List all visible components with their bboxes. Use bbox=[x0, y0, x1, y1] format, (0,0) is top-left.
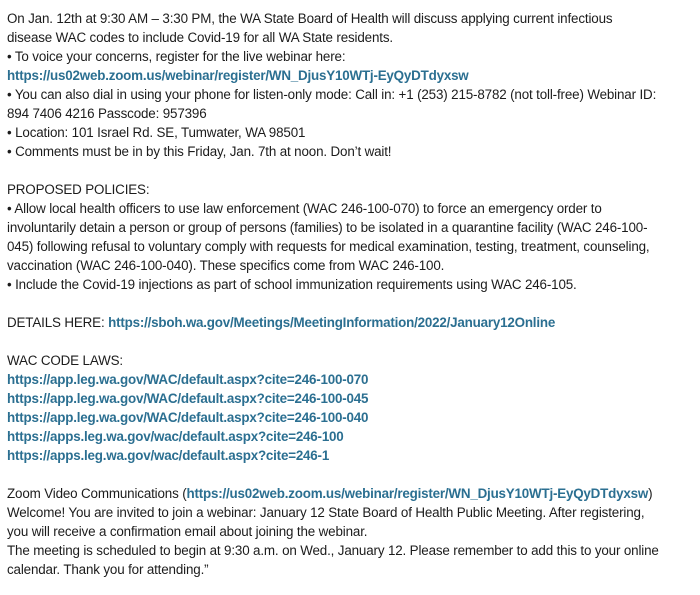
zoom-message-line: calendar. Thank you for attending.” bbox=[7, 562, 209, 577]
wac-link-246-1[interactable]: https://apps.leg.wa.gov/wac/default.aspx?cite=246-1 bbox=[7, 448, 330, 463]
policy-line: involuntarily detain a person or group of persons (families) to be isolated in a quarantine facility (WAC 246-100- bbox=[7, 220, 648, 235]
details-link[interactable]: https://sboh.wa.gov/Meetings/MeetingInformation/2022/January12Online bbox=[108, 315, 556, 330]
zoom-message-line: The meeting is scheduled to begin at 9:30 a.m. on Wed., January 12. Please remember to add this to your online bbox=[7, 543, 659, 558]
wac-link-246-100[interactable]: https://apps.leg.wa.gov/wac/default.aspx?cite=246-100 bbox=[7, 429, 344, 444]
wac-link-246-100-070[interactable]: https://app.leg.wa.gov/WAC/default.aspx?cite=246-100-070 bbox=[7, 372, 369, 387]
comments-bullet: • Comments must be in by this Friday, Jan. 7th at noon. Don’t wait! bbox=[7, 144, 392, 159]
policy-line: • Allow local health officers to use law enforcement (WAC 246-100-070) to force an emergency order to bbox=[7, 201, 602, 216]
policy-line: • Include the Covid-19 injections as part of school immunization requirements using WAC 246-105. bbox=[7, 277, 577, 292]
intro-line-2: disease WAC codes to include Covid-19 for all WA State residents. bbox=[7, 30, 393, 45]
location-bullet: • Location: 101 Israel Rd. SE, Tumwater, WA 98501 bbox=[7, 125, 306, 140]
zoom-register-link[interactable]: https://us02web.zoom.us/webinar/register/WN_DjusY10WTj-EyQyDTdyxsw bbox=[186, 486, 649, 501]
zoom-prefix: Zoom Video Communications ( bbox=[7, 486, 187, 501]
zoom-line bbox=[7, 484, 697, 503]
dial-in-bullet-1: • You can also dial in using your phone for listen-only mode: Call in: +1 (253) 215-8782 (not toll-free) Webinar ID: bbox=[7, 87, 657, 102]
zoom-message-line: Welcome! You are invited to join a webinar: January 12 State Board of Health Public Meeting. After registering, bbox=[7, 505, 645, 520]
spacer bbox=[7, 332, 697, 351]
spacer bbox=[7, 161, 697, 180]
register-webinar-link[interactable]: https://us02web.zoom.us/webinar/register/WN_DjusY10WTj-EyQyDTdyxsw bbox=[7, 68, 469, 83]
wac-heading: WAC CODE LAWS: bbox=[7, 353, 123, 368]
dial-in-bullet-2: 894 7406 4216 Passcode: 957396 bbox=[7, 106, 207, 121]
zoom-suffix: ) bbox=[648, 486, 653, 501]
wac-link-246-100-040[interactable]: https://app.leg.wa.gov/WAC/default.aspx?cite=246-100-040 bbox=[7, 410, 369, 425]
spacer bbox=[7, 294, 697, 313]
register-bullet: • To voice your concerns, register for the live webinar here: bbox=[7, 49, 346, 64]
details-label: DETAILS HERE: bbox=[7, 315, 109, 330]
spacer bbox=[7, 465, 697, 484]
wac-link-246-100-045[interactable]: https://app.leg.wa.gov/WAC/default.aspx?cite=246-100-045 bbox=[7, 391, 369, 406]
policy-line: vaccination (WAC 246-100-040). These specifics come from WAC 246-100. bbox=[7, 258, 445, 273]
details-line bbox=[7, 313, 697, 332]
zoom-message-line: you will receive a confirmation email about joining the webinar. bbox=[7, 524, 368, 539]
intro-line-1: On Jan. 12th at 9:30 AM – 3:30 PM, the WA State Board of Health will discuss applying current infectious bbox=[7, 11, 613, 26]
document-body bbox=[7, 9, 697, 579]
policies-heading: PROPOSED POLICIES: bbox=[7, 182, 150, 197]
policy-line: 045) following refusal to voluntary comply with requests for medical examination, testing, treatment, counseling, bbox=[7, 239, 650, 254]
